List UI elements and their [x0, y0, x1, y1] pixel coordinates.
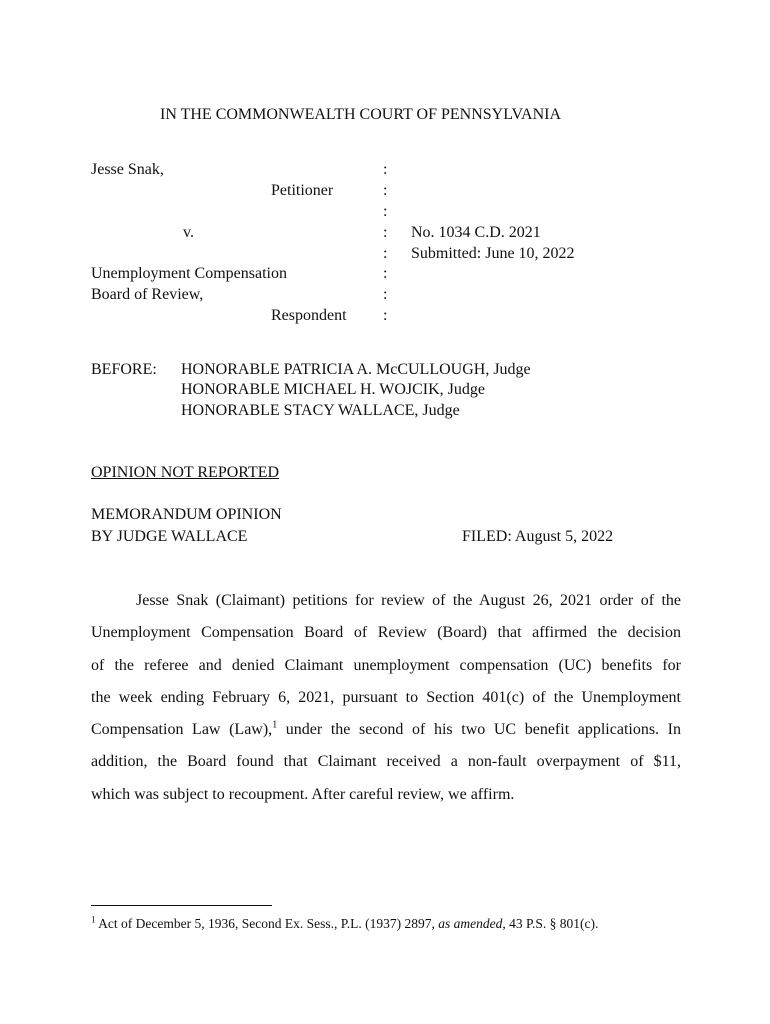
- court-title: IN THE COMMONWEALTH COURT OF PENNSYLVANIA: [160, 106, 561, 123]
- submitted-date: Submitted: June 10, 2022: [411, 245, 575, 262]
- caption-colon: :: [383, 286, 388, 303]
- footnote-text-end: , 43 P.S. § 801(c).: [502, 916, 599, 931]
- respondent-line1: Unemployment Compensation: [91, 265, 287, 282]
- judge-name: HONORABLE MICHAEL H. WOJCIK, Judge: [181, 381, 485, 398]
- caption-colon: :: [383, 224, 388, 241]
- paragraph-line: which was subject to recoupment. After careful review, we affirm.: [91, 785, 515, 803]
- filed-date: FILED: August 5, 2022: [462, 528, 614, 545]
- petitioner-name: Jesse Snak,: [91, 161, 164, 178]
- before-label: BEFORE:: [91, 361, 157, 378]
- paragraph-line: Jesse Snak (Claimant) petitions for review of the August 26, 2021 order of the: [136, 592, 681, 609]
- versus: v.: [183, 224, 194, 241]
- petitioner-role: Petitioner: [271, 182, 334, 199]
- footnote-italic: as amended: [438, 916, 503, 931]
- footnote: [91, 915, 598, 933]
- caption-colon: :: [383, 161, 388, 178]
- memorandum-title: MEMORANDUM OPINION: [91, 506, 282, 523]
- footnote-number: 1: [91, 914, 96, 925]
- respondent-role: Respondent: [271, 307, 347, 324]
- caption-colon: :: [383, 265, 388, 282]
- paragraph-text: under the second of his two UC benefit applications. In: [277, 721, 682, 739]
- memorandum-author: BY JUDGE WALLACE: [91, 528, 248, 545]
- paragraph-line: Unemployment Compensation Board of Review (Board) that affirmed the decision: [91, 624, 681, 642]
- paragraph-line: of the referee and denied Claimant unemployment compensation (UC) benefits for: [91, 656, 681, 674]
- paragraph-line: addition, the Board found that Claimant received a non-fault overpayment of $11,: [91, 753, 681, 771]
- footnote-divider: [91, 905, 272, 906]
- opinion-status: OPINION NOT REPORTED: [91, 464, 280, 481]
- paragraph-line: the week ending February 6, 2021, pursuant to Section 401(c) of the Unemployment: [91, 688, 681, 706]
- case-number: No. 1034 C.D. 2021: [411, 224, 541, 241]
- judge-name: HONORABLE PATRICIA A. McCULLOUGH, Judge: [181, 361, 531, 378]
- caption-colon: :: [383, 245, 388, 262]
- caption-colon: :: [383, 203, 388, 220]
- judge-name: HONORABLE STACY WALLACE, Judge: [181, 402, 460, 419]
- caption-colon: :: [383, 307, 388, 324]
- footnote-text: Act of December 5, 1936, Second Ex. Sess., P.L. (1937) 2897,: [95, 916, 439, 931]
- footnote-reference[interactable]: 1: [272, 719, 278, 731]
- opinion-paragraph: [91, 585, 681, 811]
- caption-colon: :: [383, 182, 388, 199]
- paragraph-line: [91, 714, 681, 746]
- paragraph-text: Compensation Law (Law),: [91, 721, 273, 739]
- respondent-line2: Board of Review,: [91, 286, 204, 303]
